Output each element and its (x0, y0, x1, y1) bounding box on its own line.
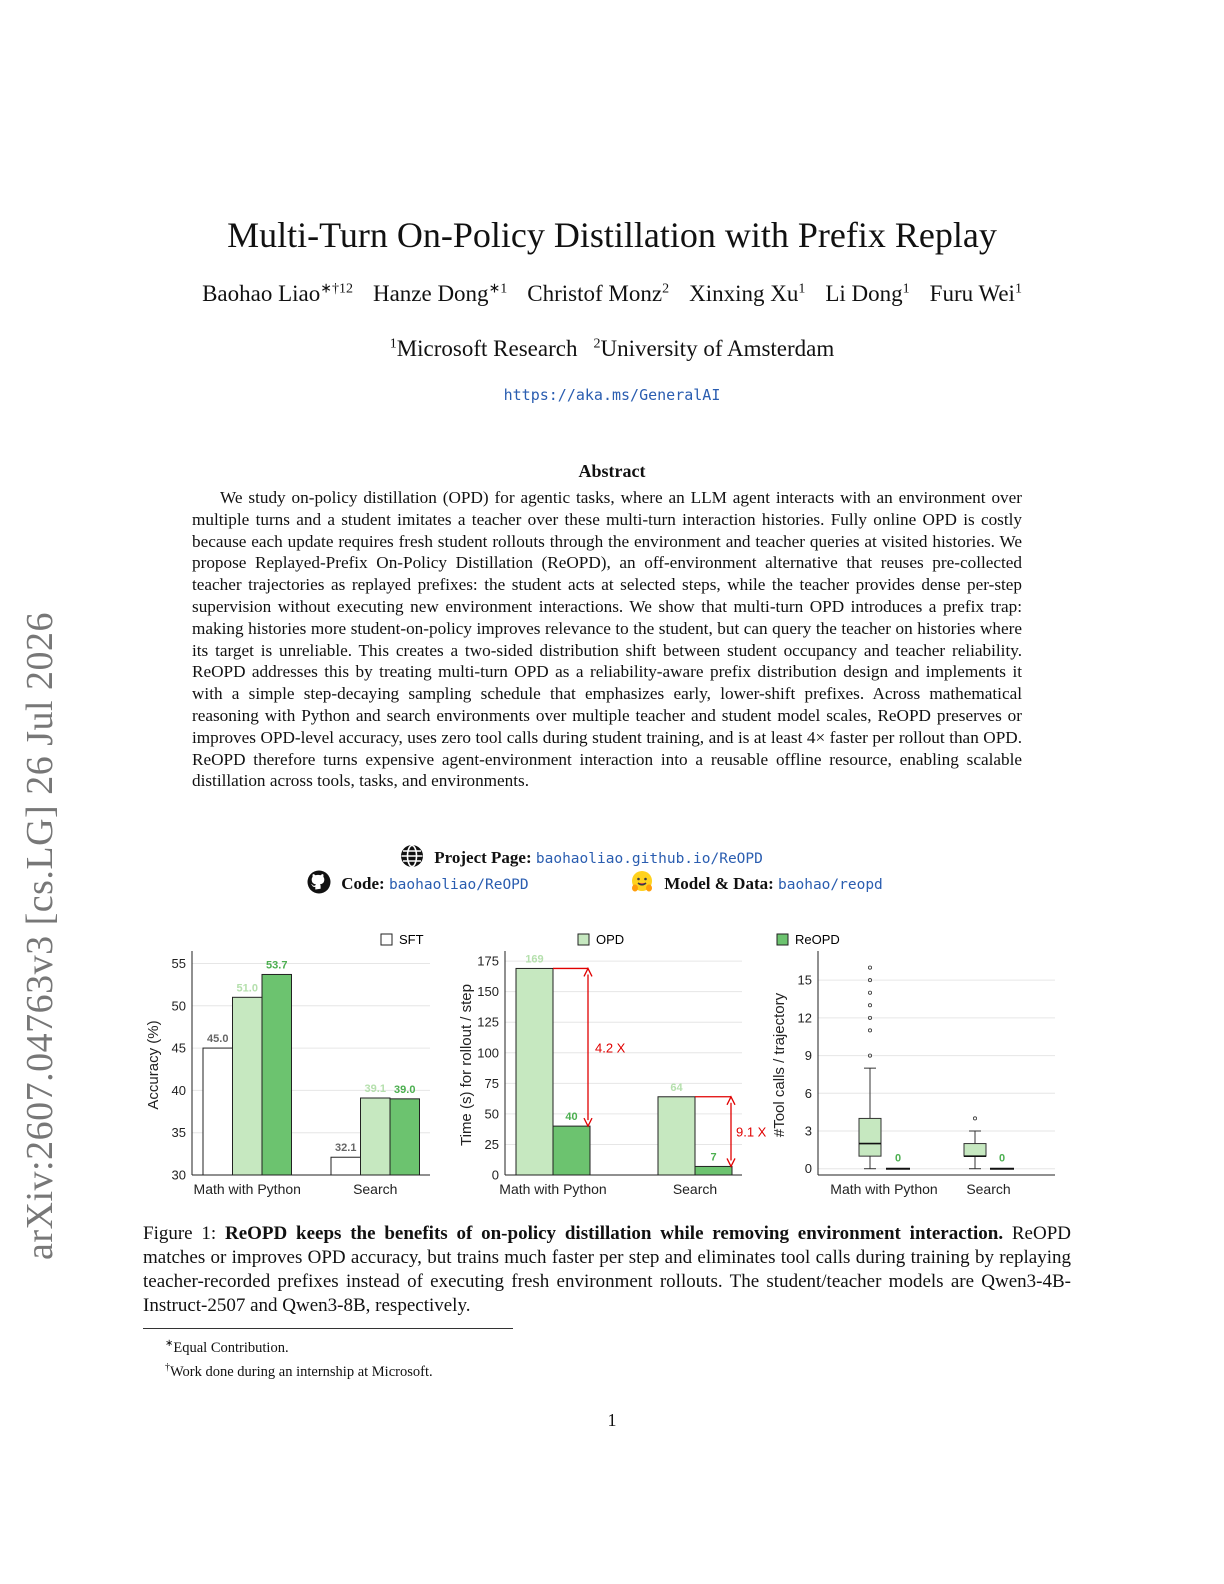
y-axis-label: Time (s) for rollout / step (458, 984, 475, 1146)
caption-bold: ReOPD keeps the benefits of on-policy distillation while removing environment interaction. (224, 1223, 1004, 1244)
abstract-heading: Abstract (578, 461, 646, 481)
bar-opd (233, 997, 263, 1175)
y-tick-label: 100 (477, 1045, 499, 1061)
model-data-link[interactable]: baohao/reopd (778, 877, 883, 893)
y-tick-label: 50 (171, 998, 186, 1014)
author-entry (202, 281, 353, 306)
caption-prefix: Figure 1: (143, 1223, 225, 1244)
bar-value-label: 64 (670, 1081, 683, 1094)
affiliation-entry (390, 336, 578, 361)
bar-value-label: 51.0 (236, 982, 258, 995)
footnote-internship: †Work done during an internship at Microsoft. (165, 1361, 433, 1380)
legend-swatch-sft (381, 934, 392, 945)
code-link[interactable]: baohaoliao/ReOPD (388, 877, 529, 893)
author-name: Christof Monz (527, 280, 663, 306)
x-tick-label: Search (966, 1181, 1011, 1197)
y-axis-label: Accuracy (%) (145, 1020, 162, 1110)
hugging-face-icon (630, 870, 654, 894)
project-page-label: Project Page: (434, 848, 532, 867)
abstract-body: We study on-policy distillation (OPD) for agentic tasks, where an LLM agent interacts with an environment over multiple turns and a student imitates a teacher over these multi-turn interaction histories. Fully online OPD is costly because each update requires fresh student rollouts through the environment and teacher queries at visited histories. We propose Replayed-Prefix On-Policy Distillation (ReOPD), an off-environment alternative that reuses pre-collected teacher trajectories as replayed prefixes: the student acts at selected steps, while the teacher provides dense per-step supervision without executing new environment interactions. We show that multi-turn OPD introduces a prefix trap: making histories more student-on-policy improves relevance to the student, but can query the teacher on histories where its target is unreliable. This creates a two-sided distribution shift between student occupancy and teacher reliability. ReOPD addresses this by treating multi-turn OPD as a reliability-aware prefix distribution design and implements it with a simple step-decaying sampling schedule that emphasizes early, lower-shift prefixes. Across mathematical reasoning with Python and search environments over multiple teacher and student model scales, ReOPD preserves or improves OPD-level accuracy, uses zero tool calls during student training, and is at least 4× faster per rollout than OPD. ReOPD therefore turns expensive agent-environment interaction into a reusable offline resource, enabling scalable distillation across tools, tasks, and environments. (192, 488, 1022, 791)
bar-reopd (262, 974, 292, 1175)
bar-value-label: 0 (998, 1152, 1006, 1165)
project-page-link[interactable]: baohaoliao.github.io/ReOPD (535, 851, 763, 867)
affiliation-superscript: 2 (593, 336, 601, 352)
outlier-point (868, 1004, 871, 1007)
legend-swatch-opd (578, 934, 589, 945)
code-row (307, 870, 529, 894)
y-tick-label: 0 (491, 1167, 499, 1183)
speedup-annotation: 4.2 X (595, 1040, 626, 1056)
outlier-point (868, 966, 871, 969)
bar-reopd (553, 1126, 590, 1175)
legend-label-sft: SFT (399, 932, 424, 947)
bar-sft (331, 1157, 361, 1175)
bar-value-label: 7 (710, 1151, 717, 1164)
author-name: Li Dong (825, 280, 903, 306)
affiliation-entry (593, 336, 834, 361)
author-superscript: 1 (798, 281, 806, 296)
affiliation-name: University of Amsterdam (600, 336, 835, 361)
y-tick-label: 25 (484, 1136, 499, 1152)
y-tick-label: 12 (797, 1010, 812, 1026)
author-name: Hanze Dong (372, 280, 489, 306)
bar-value-label: 32.1 (335, 1142, 357, 1155)
legend-label-opd: OPD (596, 932, 625, 947)
x-tick-label: Search (353, 1181, 398, 1197)
y-tick-label: 150 (477, 984, 499, 1000)
bar-value-label: 169 (525, 953, 544, 966)
author-superscript: 2 (662, 281, 670, 296)
affiliation-superscript: 1 (389, 336, 397, 352)
caption-rest: ReOPD matches or improves OPD accuracy, but trains much faster per step and eliminates tool calls during training by replaying teacher-recorded prefixes instead of executing fresh environment rollouts. The student/teacher models are Qwen3-4B-Instruct-2507 and Qwen3-8B, respectively. (143, 1223, 1071, 1316)
project-page-row (400, 844, 763, 868)
author-entry (930, 281, 1022, 306)
y-tick-label: 55 (171, 955, 186, 971)
x-tick-label: Math with Python (499, 1181, 607, 1197)
github-icon (307, 870, 331, 894)
bar-reopd (390, 1099, 420, 1175)
legend-swatch-reopd (777, 934, 788, 945)
bar-opd (658, 1097, 695, 1175)
tool-calls-chart (771, 951, 1055, 1197)
box-opd (859, 1118, 881, 1156)
y-tick-label: 6 (804, 1085, 812, 1101)
y-tick-label: 125 (477, 1014, 499, 1030)
author-superscript: 1 (1014, 281, 1022, 296)
author-entry (689, 281, 805, 306)
y-tick-label: 45 (171, 1040, 186, 1056)
bar-value-label: 0 (894, 1152, 902, 1165)
bar-opd (361, 1098, 391, 1175)
author-name: Xinxing Xu (689, 280, 799, 306)
arxiv-side-identifier: arXiv:2607.04763v3 [cs.LG] 26 Jul 2026 (19, 611, 61, 1260)
outlier-point (973, 1117, 976, 1120)
x-tick-label: Math with Python (830, 1181, 938, 1197)
author-name: Baohao Liao (202, 280, 321, 306)
bar-opd (516, 968, 553, 1175)
footnote-rule (143, 1328, 513, 1329)
author-entry (825, 281, 909, 306)
figure-1 (0, 920, 1224, 1210)
bar-value-label: 45.0 (207, 1033, 229, 1046)
x-tick-label: Math with Python (193, 1181, 301, 1197)
y-tick-label: 35 (171, 1125, 186, 1141)
bar-reopd (695, 1166, 732, 1175)
author-entry (527, 281, 669, 306)
footnotes (165, 1334, 433, 1382)
author-superscript: ∗†12 (320, 281, 353, 296)
author-list (0, 280, 1224, 307)
y-tick-label: 40 (171, 1082, 186, 1098)
model-data-label: Model & Data: (664, 874, 774, 893)
outlier-point (868, 1029, 871, 1032)
author-name: Furu Wei (929, 280, 1015, 306)
affiliation-name: Microsoft Research (396, 336, 578, 361)
box-opd (964, 1144, 986, 1157)
y-tick-label: 9 (804, 1048, 812, 1064)
x-tick-label: Search (672, 1181, 718, 1197)
model-data-row (630, 870, 883, 894)
y-axis-label: #Tool calls / trajectory (771, 992, 788, 1138)
speedup-annotation: 9.1 X (736, 1124, 767, 1140)
globe-icon (400, 844, 424, 868)
y-tick-label: 175 (477, 953, 499, 969)
page-number: 1 (607, 1410, 617, 1430)
bar-value-label: 53.7 (266, 959, 288, 972)
code-label: Code: (341, 874, 385, 893)
accuracy-chart (145, 951, 430, 1197)
paper-title: Multi-Turn On-Policy Distillation with Prefix Replay (227, 215, 997, 255)
bar-sft (203, 1048, 233, 1175)
y-tick-label: 50 (484, 1106, 499, 1122)
affiliation-list (0, 336, 1224, 362)
legend-label-reopd: ReOPD (795, 932, 840, 947)
author-entry (373, 281, 507, 306)
author-superscript: 1 (902, 281, 910, 296)
y-tick-label: 30 (171, 1167, 186, 1183)
bar-value-label: 40 (565, 1111, 578, 1124)
y-tick-label: 75 (484, 1075, 499, 1091)
bar-value-label: 39.0 (394, 1083, 416, 1096)
footnote-equal-contribution: ∗Equal Contribution. (165, 1338, 289, 1356)
time-chart (458, 951, 767, 1197)
group-url-link[interactable]: https://aka.ms/GeneralAI (503, 386, 721, 404)
author-superscript: ∗1 (488, 281, 508, 296)
figure-legend (381, 932, 840, 947)
figure-caption (143, 1222, 1071, 1318)
y-tick-label: 3 (804, 1123, 812, 1139)
y-tick-label: 0 (804, 1161, 812, 1177)
y-tick-label: 15 (797, 972, 812, 988)
bar-value-label: 39.1 (364, 1083, 386, 1095)
outlier-point (868, 991, 871, 994)
